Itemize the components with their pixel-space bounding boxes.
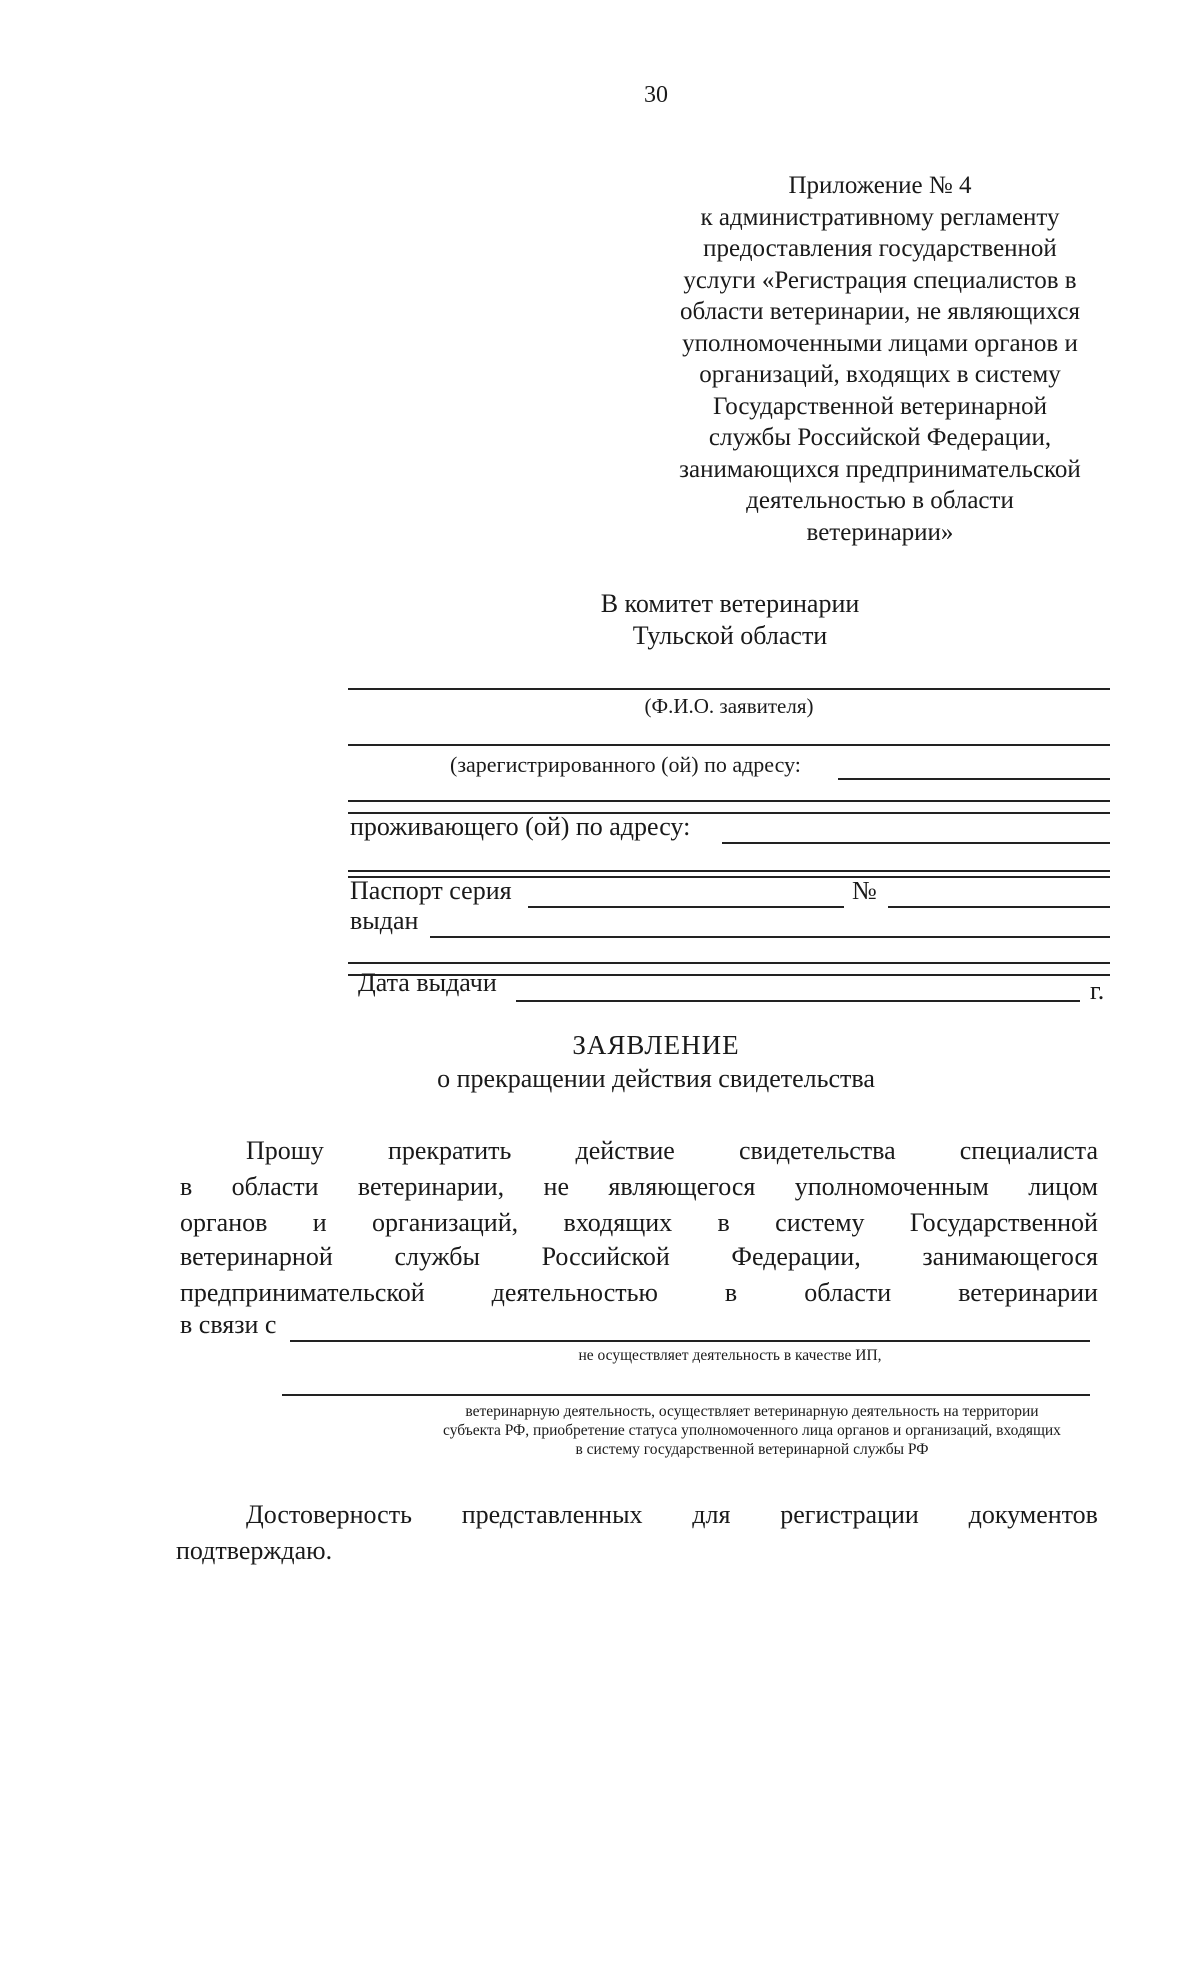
body-word: службы (394, 1242, 480, 1271)
appendix-line: уполномоченными лицами органов и (682, 329, 1078, 357)
confirmation-word: представленных (461, 1500, 643, 1529)
reason-line[interactable] (290, 1340, 1090, 1342)
appendix-line: Приложение № 4 (788, 172, 972, 199)
confirmation-line-2: подтверждаю. (176, 1536, 333, 1565)
fio-field-line-2[interactable] (348, 744, 1110, 746)
appendix-line: деятельностью в области (746, 487, 1014, 514)
body-word: занимающегося (922, 1242, 1098, 1271)
body-word: области (231, 1172, 319, 1201)
confirmation-line-1 (246, 1500, 1098, 1530)
fio-hint: (Ф.И.О. заявителя) (644, 694, 814, 718)
body-line-1 (246, 1136, 1098, 1166)
page-number: 30 (644, 82, 668, 108)
body-line-5 (180, 1278, 1098, 1308)
body-word: Прошу (246, 1136, 324, 1165)
confirmation-word: для (692, 1500, 731, 1529)
body-word: ветеринарии (958, 1278, 1098, 1307)
body-word: действие (575, 1136, 675, 1165)
body-word: специалиста (959, 1136, 1098, 1165)
reason-label: в связи с (180, 1310, 277, 1339)
fio-field-line[interactable] (348, 688, 1110, 690)
appendix-header (620, 170, 1140, 548)
registered-address-line-2[interactable] (348, 800, 1110, 802)
residing-address-label: проживающего (ой) по адресу: (350, 812, 691, 841)
body-word: ветеринарной (180, 1242, 333, 1271)
issue-date-line[interactable] (516, 1000, 1080, 1002)
passport-series-label: Паспорт серия (350, 876, 512, 905)
reason-line-2[interactable] (282, 1394, 1090, 1396)
passport-series-line[interactable] (528, 906, 844, 908)
body-word: предпринимательской (180, 1278, 425, 1307)
body-word: области (804, 1278, 892, 1307)
passport-number-line[interactable] (888, 906, 1110, 908)
body-word: прекратить (387, 1136, 512, 1165)
reason-hint-line: ветеринарную деятельность, осуществляет ветеринарную деятельность на территории (465, 1403, 1039, 1420)
statement-title: ЗАЯВЛЕНИЕ (572, 1030, 740, 1060)
body-word: и (312, 1208, 327, 1237)
recipient-block (560, 588, 900, 652)
appendix-line: занимающихся предпринимательской (679, 455, 1081, 483)
reason-hint-line: в систему государственной ветеринарной службы РФ (575, 1441, 929, 1458)
registered-address-label: (зарегистрированного (ой) по адресу: (450, 752, 801, 777)
year-suffix: г. (1090, 976, 1105, 1005)
body-word: органов (180, 1208, 268, 1237)
body-line-4 (180, 1242, 1098, 1272)
body-word: деятельностью (491, 1278, 658, 1307)
recipient-line-2: Тульской области (632, 621, 828, 650)
reason-hint-1: не осуществляет деятельность в качестве ИП, (578, 1347, 882, 1364)
confirmation-word: Достоверность (246, 1500, 412, 1529)
body-word: свидетельства (739, 1136, 896, 1165)
confirmation-word: документов (968, 1500, 1098, 1529)
registered-address-line[interactable] (838, 778, 1110, 780)
body-word: ветеринарии, (357, 1172, 505, 1201)
recipient-line-1: В комитет ветеринарии (600, 589, 860, 618)
appendix-line: Государственной ветеринарной (713, 392, 1047, 420)
body-word: уполномоченным (794, 1172, 989, 1201)
body-word: систему (775, 1208, 865, 1237)
issued-by-label: выдан (350, 906, 419, 935)
appendix-line: области ветеринарии, не являющихся (679, 298, 1081, 325)
residing-address-line[interactable] (722, 842, 1110, 844)
body-word: Российской (541, 1242, 670, 1271)
appendix-line: службы Российской Федерации, (708, 424, 1052, 451)
body-word: Государственной (909, 1208, 1098, 1237)
body-line-2 (180, 1172, 1098, 1202)
body-word: не (543, 1172, 570, 1201)
issued-by-line[interactable] (430, 936, 1110, 938)
passport-number-label: № (852, 876, 877, 905)
statement-subtitle: о прекращении действия свидетельства (437, 1064, 875, 1093)
appendix-line: ветеринарии» (806, 518, 954, 546)
body-word: Федерации, (731, 1242, 861, 1271)
issue-date-label: Дата выдачи (358, 968, 497, 997)
appendix-line: предоставления государственной (703, 235, 1057, 262)
body-line-3 (180, 1208, 1098, 1238)
appendix-line: к административному регламенту (700, 203, 1060, 231)
body-word: являющегося (608, 1172, 756, 1201)
body-word: в (724, 1278, 738, 1307)
appendix-line: организаций, входящих в систему (699, 361, 1061, 388)
body-word: входящих (563, 1208, 673, 1237)
residing-address-line-2[interactable] (348, 870, 1110, 872)
body-word: лицом (1028, 1172, 1098, 1201)
body-word: в (180, 1172, 193, 1201)
reason-hint-line: субъекта РФ, приобретение статуса уполномоченного лица органов и организаций, входящих (443, 1422, 1061, 1439)
body-word: организаций, (372, 1208, 519, 1237)
appendix-line: услуги «Регистрация специалистов в (683, 266, 1077, 294)
body-word: в (717, 1208, 730, 1237)
reason-hint-2 (382, 1402, 1122, 1459)
issued-by-line-2[interactable] (348, 962, 1110, 964)
confirmation-word: регистрации (780, 1500, 919, 1529)
